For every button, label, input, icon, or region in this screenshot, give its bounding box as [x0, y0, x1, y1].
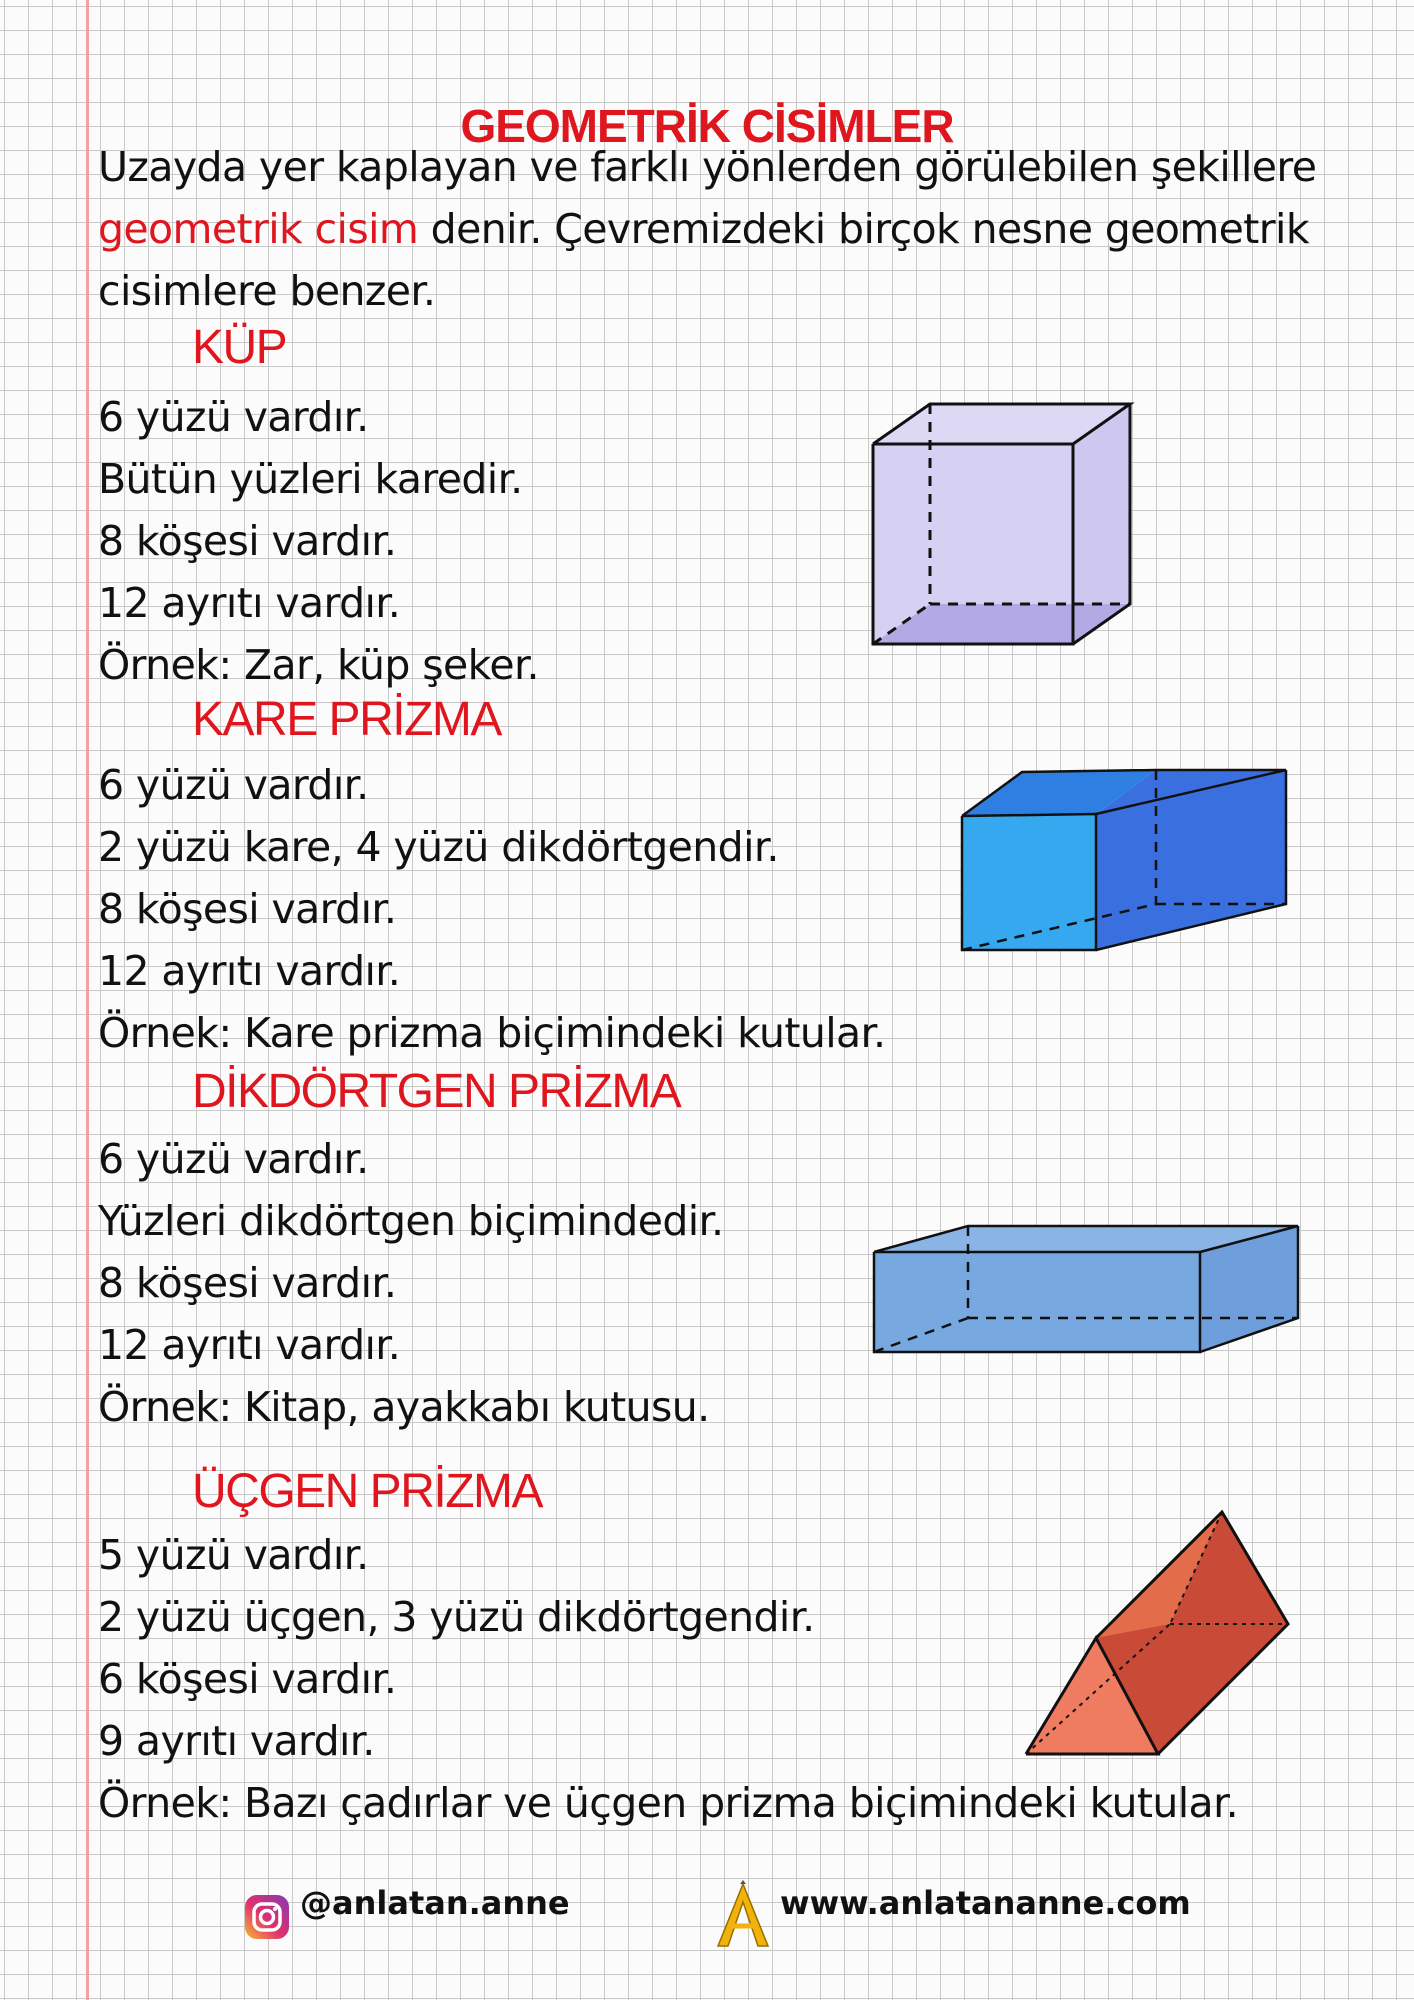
heading-tri-prism: ÜÇGEN PRİZMA [192, 1465, 543, 1518]
intro-text-1: Uzayda yer kaplayan ve farklı yönlerden görülebilen şekillere [98, 143, 1317, 191]
fact-item: Örnek: Bazı çadırlar ve üçgen prizma biçimindeki kutular. [98, 1779, 1239, 1827]
heading-rect-prism: DİKDÖRTGEN PRİZMA [192, 1065, 681, 1118]
fact-item: Örnek: Kitap, ayakkabı kutusu. [98, 1383, 710, 1431]
intro-paragraph [98, 136, 1368, 322]
fact-item: 6 köşesi vardır. [98, 1655, 397, 1703]
fact-item: 8 köşesi vardır. [98, 517, 397, 565]
fact-item: 12 ayrıtı vardır. [98, 1321, 401, 1369]
facts-cube [98, 386, 539, 696]
facts-square-prism [98, 754, 885, 1064]
fact-item: 6 yüzü vardır. [98, 1135, 369, 1183]
fact-item: 8 köşesi vardır. [98, 885, 397, 933]
fact-item: Yüzleri dikdörtgen biçimindedir. [98, 1197, 724, 1245]
intro-text-2: denir. Çevremizdeki birçok nesne geometrik cisimlere benzer. [98, 205, 1309, 315]
rect-prism-illustration [868, 1222, 1302, 1356]
instagram-handle[interactable]: @anlatan.anne [300, 1884, 570, 1922]
cube-illustration [860, 398, 1140, 654]
fact-item: 5 yüzü vardır. [98, 1531, 369, 1579]
fact-item: 2 yüzü üçgen, 3 yüzü dikdörtgendir. [98, 1593, 815, 1641]
heading-cube: KÜP [192, 321, 287, 374]
fact-item: 6 yüzü vardır. [98, 393, 369, 441]
fact-item: 9 ayrıtı vardır. [98, 1717, 375, 1765]
facts-rect-prism [98, 1128, 723, 1438]
heading-square-prism: KARE PRİZMA [192, 693, 501, 746]
notebook-margin-line [86, 0, 89, 2000]
website-link[interactable]: www.anlatananne.com [780, 1884, 1191, 1922]
fact-item: Bütün yüzleri karedir. [98, 455, 523, 503]
fact-item: 12 ayrıtı vardır. [98, 947, 401, 995]
instagram-icon [244, 1894, 290, 1940]
intro-highlight: geometrik cisim [98, 205, 419, 253]
fact-item: 12 ayrıtı vardır. [98, 579, 401, 627]
brand-a-logo [714, 1880, 772, 1950]
fact-item: 8 köşesi vardır. [98, 1259, 397, 1307]
fact-item: 2 yüzü kare, 4 yüzü dikdörtgendir. [98, 823, 779, 871]
fact-item: Örnek: Kare prizma biçimindeki kutular. [98, 1009, 886, 1057]
page-title: GEOMETRİK CİSİMLER [460, 99, 954, 152]
tri-prism-illustration [1020, 1508, 1294, 1760]
square-prism-illustration [956, 764, 1292, 954]
fact-item: 6 yüzü vardır. [98, 761, 369, 809]
fact-item: Örnek: Zar, küp şeker. [98, 641, 539, 689]
